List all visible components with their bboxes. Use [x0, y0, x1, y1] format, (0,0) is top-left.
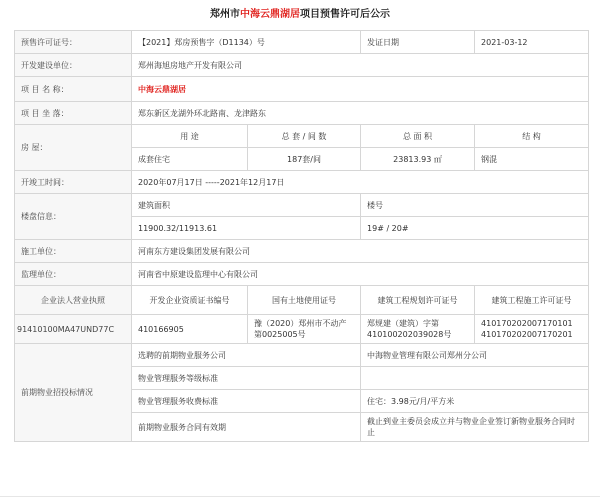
row-license-header [15, 286, 589, 315]
issue-date-label: 发证日期 [361, 31, 475, 54]
title-suffix: 项目预售许可后公示 [300, 9, 390, 20]
row-developer [15, 54, 589, 77]
row-period [15, 171, 589, 194]
constructor-value: 河南东方建设集团发展有限公司 [132, 240, 589, 263]
issue-date-value: 2021-03-12 [475, 31, 589, 54]
planning-permit: 郑规建（建筑）字第410100202039028号 [361, 315, 475, 344]
license-no: 91410100MA47UND77C [15, 315, 132, 344]
house-structure: 钢混 [475, 148, 589, 171]
building-label: 楼盘信息： [15, 194, 132, 240]
property-label: 前期物业招投标情况 [15, 344, 132, 442]
developer-label: 开发建设单位： [15, 54, 132, 77]
house-col-structure: 结 构 [475, 125, 589, 148]
supervisor-value: 河南省中原建设监理中心有限公司 [132, 263, 589, 286]
row-property-0 [15, 344, 589, 367]
property-item-label: 物业管理服务收费标准 [132, 390, 361, 413]
location-value: 郑东新区龙湖外环北路南、龙津路东 [132, 102, 589, 125]
house-count: 187套/间 [248, 148, 361, 171]
supervisor-label: 监理单位： [15, 263, 132, 286]
license-label: 企业法人营业执照 [15, 286, 132, 315]
building-no-label: 楼号 [361, 194, 589, 217]
license-col-land: 国有土地使用证号 [248, 286, 361, 315]
row-house-header [15, 125, 589, 148]
property-item-value: 住宅：3.98元/月/平方米 [361, 390, 589, 413]
row-location [15, 102, 589, 125]
project-name-label: 项 目 名 称： [15, 77, 132, 102]
row-constructor [15, 240, 589, 263]
title-city: 郑州市 [210, 9, 240, 20]
period-label: 开竣工时间： [15, 171, 132, 194]
period-value: 2020年07月17日 -----2021年12月17日 [132, 171, 589, 194]
developer-value: 郑州海旭房地产开发有限公司 [132, 54, 589, 77]
row-project-name [15, 77, 589, 102]
house-col-area: 总 面 积 [361, 125, 475, 148]
construction-permit: 410170202007170101 410170202007170201 [475, 315, 589, 344]
area-label: 建筑面积 [132, 194, 361, 217]
permit-table [14, 30, 589, 442]
house-area: 23813.93 ㎡ [361, 148, 475, 171]
property-item-value: 中海物业管理有限公司郑州分公司 [361, 344, 589, 367]
property-item-label: 选聘的前期物业服务公司 [132, 344, 361, 367]
row-license-values [15, 315, 589, 344]
land-cert: 豫（2020）郑州市不动产第0025005号 [248, 315, 361, 344]
page-title [0, 0, 600, 30]
house-col-use: 用 途 [132, 125, 248, 148]
qualification-no: 410166905 [132, 315, 248, 344]
title-project: 中海云鼎湖居 [240, 9, 300, 20]
license-col-construction: 建筑工程施工许可证号 [475, 286, 589, 315]
property-item-label: 前期物业服务合同有效期 [132, 413, 361, 442]
project-name-value: 中海云鼎湖居 [132, 77, 589, 102]
house-col-count: 总 套 / 间 数 [248, 125, 361, 148]
building-no-value: 19# / 20# [361, 217, 589, 240]
house-label: 房 屋： [15, 125, 132, 171]
row-building-header [15, 194, 589, 217]
constructor-label: 施工单位： [15, 240, 132, 263]
property-item-value [361, 367, 589, 390]
row-supervisor [15, 263, 589, 286]
permit-no-label: 预售许可证号： [15, 31, 132, 54]
permit-document [0, 30, 600, 497]
row-permit-no [15, 31, 589, 54]
area-value: 11900.32/11913.61 [132, 217, 361, 240]
property-item-label: 物业管理服务等级标准 [132, 367, 361, 390]
property-item-value: 截止到业主委员会成立并与物业企业签订新物业服务合同时止 [361, 413, 589, 442]
permit-no-value: 【2021】郑房预售字（D1134）号 [132, 31, 361, 54]
location-label: 项 目 坐 落： [15, 102, 132, 125]
license-col-qualification: 开发企业资质证书编号 [132, 286, 248, 315]
license-col-planning: 建筑工程规划许可证号 [361, 286, 475, 315]
house-use: 成套住宅 [132, 148, 248, 171]
